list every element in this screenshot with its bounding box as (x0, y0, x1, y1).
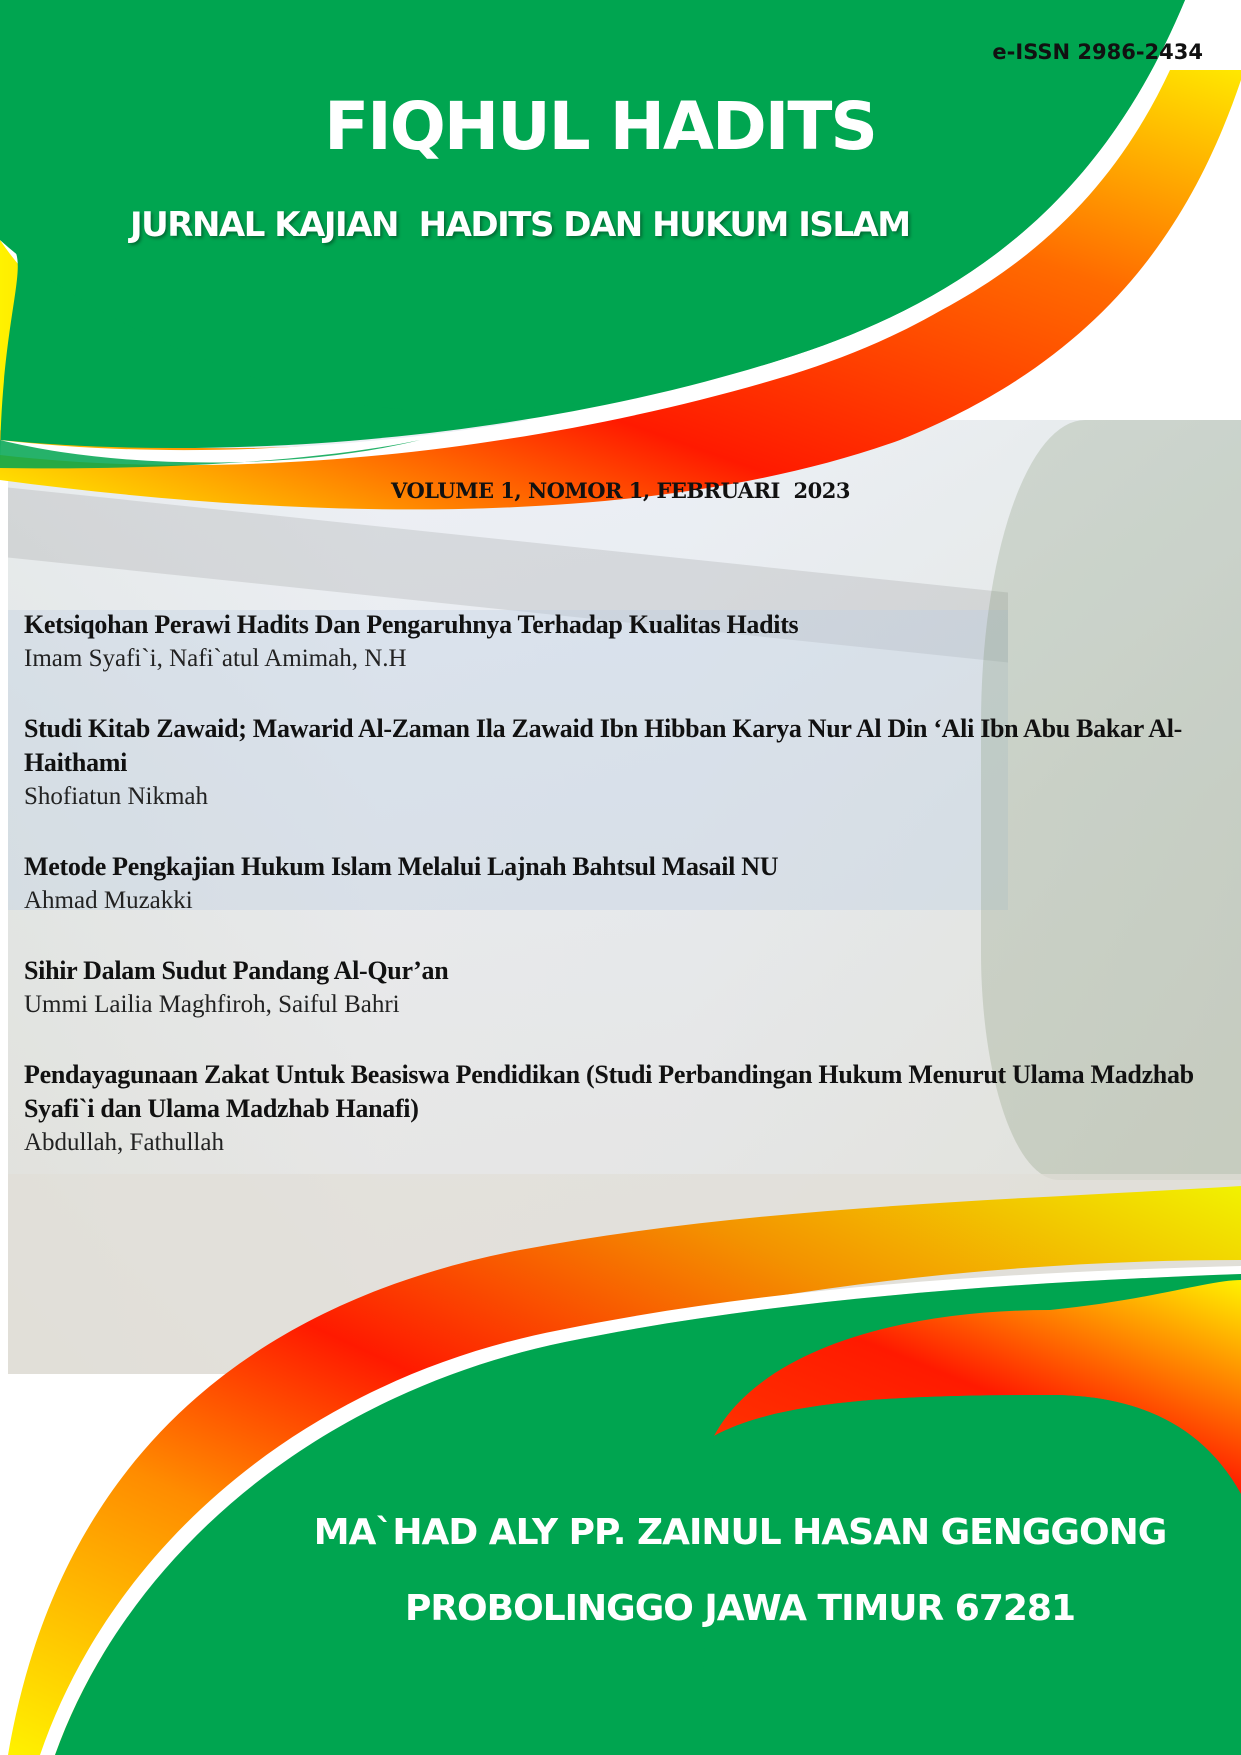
article-title: Pendayagunaan Zakat Untuk Beasiswa Pendidikan (Studi Perbandingan Hukum Menurut Ulama Madzhab Syafi`i dan Ulama Madzhab Hanafi) (24, 1060, 1194, 1123)
article-authors: Shofiatun Nikmah (24, 783, 209, 810)
publisher-address: PROBOLINGGO JAWA TIMUR 67281 (404, 1588, 1076, 1629)
article-entry (24, 954, 1234, 1022)
article-entry (24, 712, 1234, 814)
article-entry (24, 608, 1234, 676)
article-authors: Ummi Lailia Maghfiroh, Saiful Bahri (24, 991, 400, 1018)
article-entry (24, 850, 1234, 918)
article-title: Ketsiqohan Perawi Hadits Dan Pengaruhnya Terhadap Kualitas Hadits (24, 610, 799, 639)
article-title: Sihir Dalam Sudut Pandang Al-Qur’an (24, 956, 449, 985)
journal-title: FIQHUL HADITS (324, 88, 876, 165)
article-title: Studi Kitab Zawaid; Mawarid Al-Zaman Ila Zawaid Ibn Hibban Karya Nur Al Din ‘Ali Ibn Abu Bakar Al-Haithami (24, 714, 1182, 777)
article-authors: Ahmad Muzakki (24, 887, 193, 914)
table-of-contents (24, 608, 1234, 1196)
journal-subtitle: JURNAL KAJIAN HADITS DAN HUKUM ISLAM (130, 205, 910, 245)
article-title: Metode Pengkajian Hukum Islam Melalui Lajnah Bahtsul Masail NU (24, 852, 779, 881)
issue-info: VOLUME 1, NOMOR 1, FEBRUARI 2023 (391, 478, 850, 503)
publisher-name: MA`HAD ALY PP. ZAINUL HASAN GENGGONG (313, 1512, 1167, 1553)
article-authors: Imam Syafi`i, Nafi`atul Amimah, N.H (24, 645, 407, 672)
article-authors: Abdullah, Fathullah (24, 1129, 224, 1156)
article-entry (24, 1058, 1234, 1160)
issn-label: e-ISSN 2986-2434 (992, 40, 1203, 64)
